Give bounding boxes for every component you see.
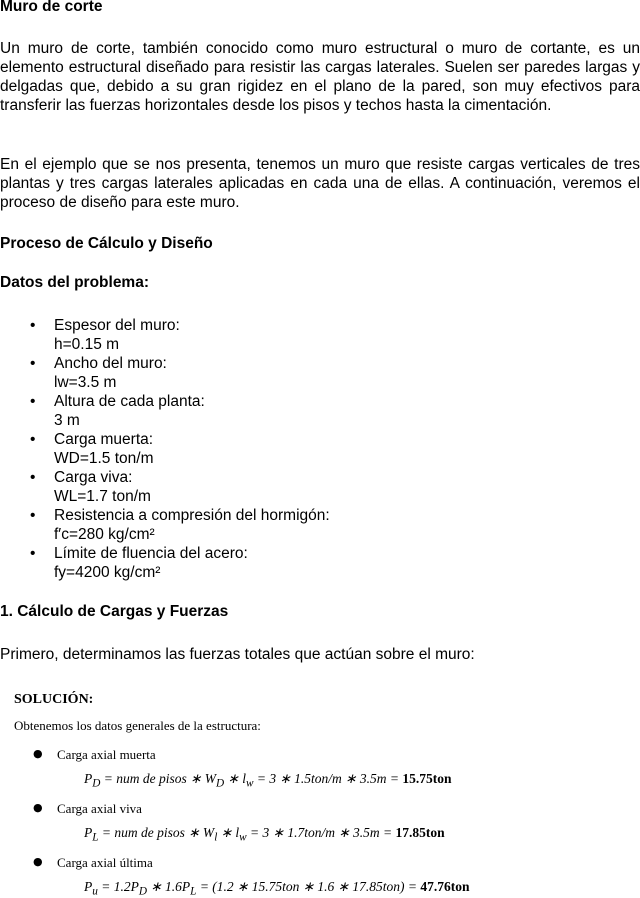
list-item: • Ancho del muro: lw=3.5 m [30,355,167,391]
bullet-icon: • [30,431,36,448]
document-title: Muro de corte [0,0,103,15]
bullet-icon: ● [33,855,43,868]
section1-paragraph: Primero, determinamos las fuerzas totales que actúan sobre el muro: [0,646,475,663]
data-list [0,316,640,582]
list-item: • Espesor del muro: h=0.15 m [30,317,180,353]
list-item: • Carga viva: WL=1.7 ton/m [30,469,151,505]
list-item: • Resistencia a compresión del hormigón: f′c=280 kg/cm² [30,507,330,543]
example-paragraph: En el ejemplo que se nos presenta, tenemos un muro que resiste cargas verticales de tres plantas y tres cargas laterales aplicadas en cada una de ellas. A continuación, veremos el proceso de diseño para este muro. [0,156,640,211]
formula: $P_u = 1.2P_D$ ∗ $1.6P_L = (1.2$ ∗ 15.75ton ∗ 1.6 ∗ 17.85ton) = 47.76ton [84,879,470,898]
process-heading: Proceso de Cálculo y Diseño [0,235,213,252]
solution-intro: Obtenemos los datos generales de la estructura: [14,718,261,733]
bullet-icon: • [30,545,36,562]
bullet-icon: ● [33,801,43,814]
bullet-icon: • [30,507,36,524]
formula: $P_D$ = num de pisos ∗ $W_D$ ∗ $l_w = 3$ ∗ 1.5ton/m ∗ 3.5m = 15.75ton [84,771,452,790]
bullet-icon: • [30,393,36,410]
section1-heading: 1. Cálculo de Cargas y Fuerzas [0,603,229,620]
formula: $P_L$ = num de pisos ∗ $W_l$ ∗ $l_w = 3$ ∗ 1.7ton/m ∗ 3.5m = 17.85ton [84,825,445,844]
list-item: • Altura de cada planta: 3 m [30,393,205,429]
list-item: • Límite de fluencia del acero: fy=4200 kg/cm² [30,545,248,581]
bullet-icon: ● [33,747,43,760]
intro-paragraph: Un muro de corte, también conocido como muro estructural o muro de cortante, es un elemento estructural diseñado para resistir las cargas laterales. Suelen ser paredes largas y delgadas que, debido a su gran rigidez en el plano de la pared, son muy efectivos para transferir las fuerzas horizontales desde los pisos y techos hasta la cimentación. [0,40,640,114]
bullet-icon: • [30,355,36,372]
bullet-icon: • [30,317,36,334]
bullet-icon: • [30,469,36,486]
data-heading: Datos del problema: [0,274,149,291]
solution-title: SOLUCIÓN: [14,692,94,707]
list-item: • Carga muerta: WD=1.5 ton/m [30,431,154,467]
